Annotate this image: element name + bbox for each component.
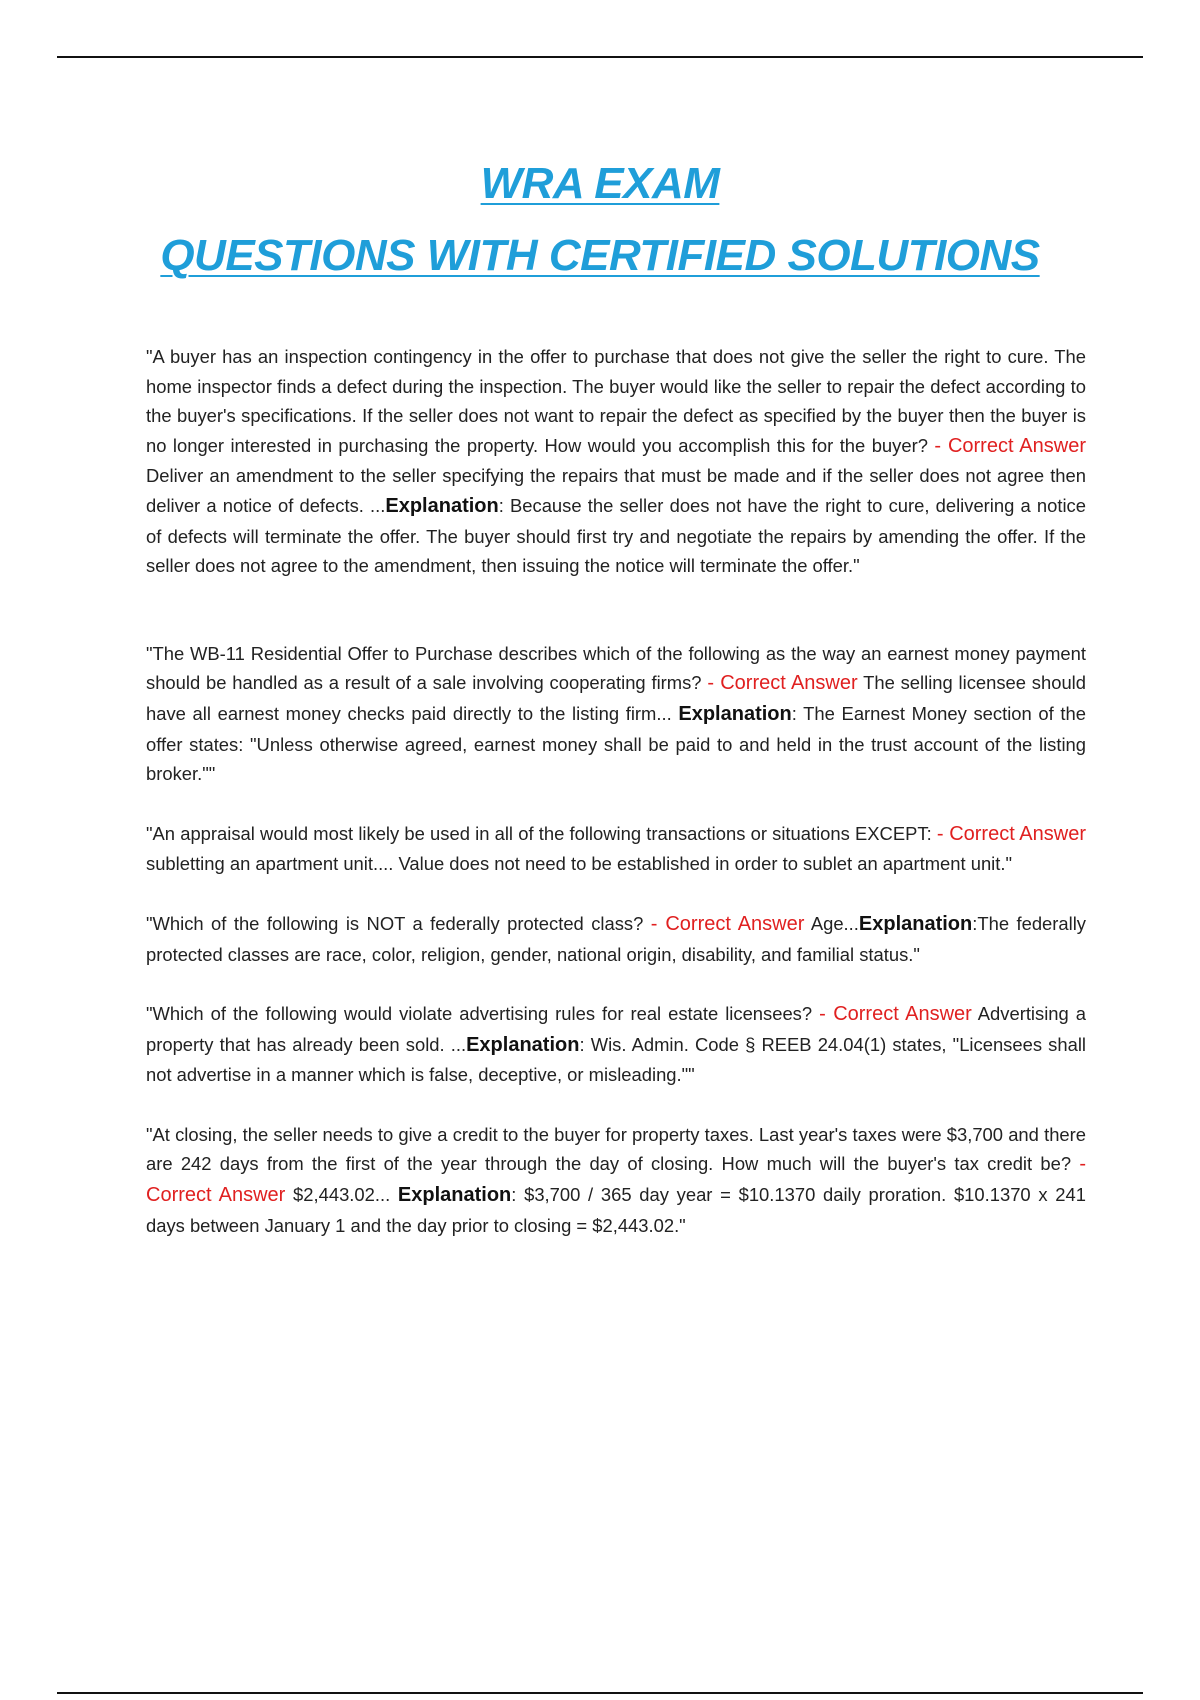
correct-answer-label: - Correct Answer <box>819 1003 972 1026</box>
explanation-label: Explanation <box>385 494 499 517</box>
bottom-rule <box>57 1692 1143 1694</box>
qa-item-5 <box>146 999 1086 1090</box>
explanation-label: Explanation <box>678 702 792 725</box>
correct-answer-label: - Correct Answer <box>934 434 1086 457</box>
question-text: "Which of the following would violate advertising rules for real estate licensees? <box>146 1003 813 1025</box>
correct-answer-label: - Correct Answer <box>936 822 1086 845</box>
question-text: "The WB-11 Residential Offer to Purchase describes which of the following as the way an earnest money payment should be handled as a result of a sale involving cooperating firms? <box>146 642 1086 694</box>
correct-answer-label: - Correct Answer <box>707 672 858 695</box>
explanation-label: Explanation <box>397 1184 512 1207</box>
question-text: "An appraisal would most likely be used in all of the following transactions or situations EXCEPT: <box>146 822 932 844</box>
explanation-text: : Because the seller does not have the right to cure, delivering a notice of defects will terminate the offer. The buyer should first try and negotiate the repairs by amending the offer. If the seller does not agree to the amendment, then issuing the notice will terminate the offer." <box>146 494 1086 577</box>
answer-text: Age... <box>810 912 859 934</box>
correct-answer-label: - Correct Answer <box>650 912 805 935</box>
correct-answer-label: - Correct Answer <box>146 1153 1086 1207</box>
explanation-text: : Wis. Admin. Code § REEB 24.04(1) states, "Licensees shall not advertise in a manner which is false, deceptive, or misleading."" <box>146 1033 1086 1086</box>
qa-item-6 <box>146 1120 1086 1240</box>
document-title <box>0 148 1200 292</box>
qa-list <box>146 342 1086 1240</box>
qa-item-2 <box>146 639 1086 789</box>
qa-item-4 <box>146 909 1086 969</box>
explanation-text: : $3,700 / 365 day year = $10.1370 daily proration. $10.1370 x 241 days between January 1 and the day prior to closing = $2,443.02." <box>146 1184 1086 1236</box>
explanation-label: Explanation <box>858 912 973 935</box>
answer-text: Advertising a property that has already been sold. ... <box>146 1003 1086 1055</box>
top-rule <box>57 56 1143 58</box>
title-line-2: QUESTIONS WITH CERTIFIED SOLUTIONS <box>160 231 1040 280</box>
answer-text: The selling licensee should have all earnest money checks paid directly to the listing firm... <box>146 672 1086 724</box>
explanation-text: :The federally protected classes are race, color, religion, gender, national origin, disability, and familial status." <box>146 912 1086 965</box>
qa-item-3 <box>146 819 1086 879</box>
title-line-1: WRA EXAM <box>480 159 720 208</box>
answer-text: Deliver an amendment to the seller specifying the repairs that must be made and if the seller does not agree then deliver a notice of defects. ... <box>146 465 1086 516</box>
question-text: "At closing, the seller needs to give a credit to the buyer for property taxes. Last year's taxes were $3,700 and there are 242 days from the first of the year through the day of closing. How much will the buyer's tax credit be? <box>146 1123 1086 1175</box>
explanation-text: : The Earnest Money section of the offer states: "Unless otherwise agreed, earnest money shall be paid to and held in the trust account of the listing broker."" <box>146 702 1086 785</box>
question-text: "A buyer has an inspection contingency in the offer to purchase that does not give the seller the right to cure. The home inspector finds a defect during the inspection. The buyer would like the seller to repair the defect according to the buyer's specifications. If the seller does not want to repair the defect as specified by the buyer then the buyer is no longer interested in purchasing the property. How would you accomplish this for the buyer? <box>146 346 1086 456</box>
answer-text: subletting an apartment unit.... Value does not need to be established in order to sublet an apartment unit." <box>146 853 1013 875</box>
qa-item-1 <box>146 342 1086 581</box>
explanation-label: Explanation <box>466 1033 580 1056</box>
question-text: "Which of the following is NOT a federally protected class? <box>146 912 644 934</box>
answer-text: $2,443.02... <box>293 1184 398 1206</box>
